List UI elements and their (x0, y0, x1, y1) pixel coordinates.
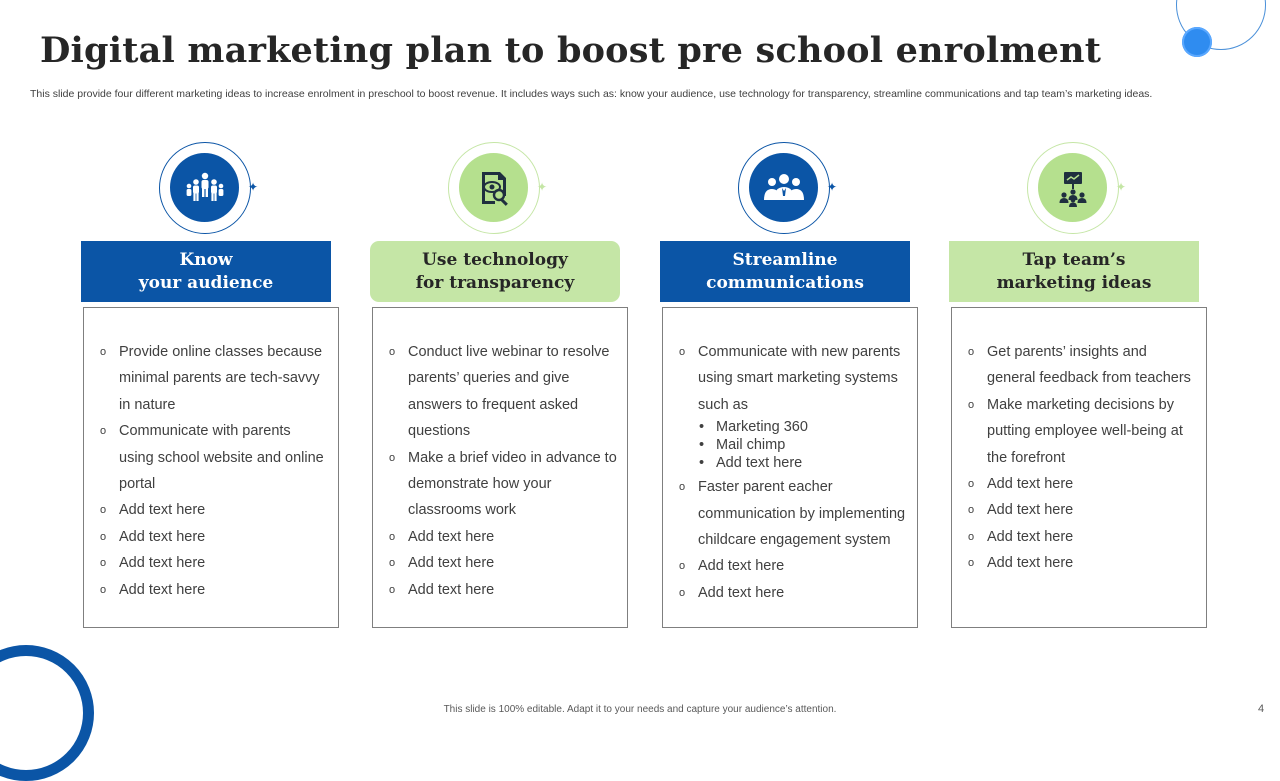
list-item: o Faster parent eacher communication by implementing childcare engagement system (679, 479, 906, 549)
slide-footer: This slide is 100% editable. Adapt it to your needs and capture your audience’s attention. (443, 704, 837, 715)
sparkle-icon: ✦ (247, 180, 258, 194)
list-item: o Add text here (679, 558, 785, 575)
column-tap-teams-ideas (949, 142, 1207, 632)
sparkle-icon: ✦ (1115, 180, 1126, 194)
column-know-your-audience (81, 142, 339, 632)
icon-badge (159, 142, 258, 234)
column-heading: Streamline communications (660, 241, 910, 302)
list-item: o Make marketing decisions by putting employee well-being at the forefront (968, 396, 1183, 466)
page-number: 4 (1258, 703, 1265, 715)
bullet-list (98, 339, 328, 603)
slide-subtitle: This slide provide four different marketing ideas to increase enrolment in preschool to boost revenue. It includes ways such as: know your audience, use technology for transparency, streamline communications and tap team’s marketing ideas. (30, 88, 1153, 100)
list-item: o Provide online classes because minimal parents are tech-savvy in nature (100, 344, 323, 413)
content-box (951, 307, 1207, 628)
list-item: o Add text here (389, 581, 495, 598)
column-use-technology (370, 142, 628, 632)
list-item: o Add text here (679, 584, 785, 601)
bullet-list (966, 339, 1196, 577)
decorative-dot-top (1182, 27, 1212, 57)
sub-list-item: • Mail chimp (699, 437, 786, 454)
column-heading: Tap team’s marketing ideas (949, 241, 1199, 302)
list-item: o Add text here (100, 528, 206, 545)
document-eye-magnifier-icon (474, 168, 514, 208)
sparkle-icon: ✦ (536, 180, 547, 194)
list-item: o Add text here (968, 476, 1074, 493)
icon-badge (738, 142, 837, 234)
list-item: o Communicate with new parents using smart marketing systems such as • Marketing 360 • Mail chimp • Add text here (677, 339, 907, 472)
list-item: o Add text here (968, 502, 1074, 519)
list-item: o Make a brief video in advance to demonstrate how your classrooms work (389, 449, 617, 519)
list-item: o Communicate with parents using school website and online portal (100, 423, 324, 493)
list-item: o Add text here (100, 581, 206, 598)
list-item: o Add text here (100, 502, 206, 519)
sub-list-item: • Add text here (699, 455, 803, 472)
icon-badge (448, 142, 547, 234)
list-item: o Add text here (389, 555, 495, 572)
team-communication-icon (763, 168, 805, 208)
list-item: o Add text here (968, 528, 1074, 545)
bullet-list (677, 339, 907, 606)
content-box (372, 307, 628, 628)
icon-badge (1027, 142, 1126, 234)
slide-title: Digital marketing plan to boost pre school enrolment (40, 30, 1102, 71)
bullet-list (387, 339, 617, 603)
list-item: o Get parents’ insights and general feedback from teachers (968, 344, 1191, 387)
column-streamline-communications (660, 142, 918, 632)
list-item: o Add text here (100, 555, 206, 572)
column-heading: Know your audience (81, 241, 331, 302)
presentation-team-icon (1053, 168, 1093, 208)
list-item: o Add text here (389, 528, 495, 545)
column-heading: Use technology for transparency (370, 241, 620, 302)
sub-bullet-list (698, 418, 907, 472)
list-item: o Conduct live webinar to resolve parents’ queries and give answers to frequent asked questions (389, 344, 610, 440)
sub-list-item: • Marketing 360 (699, 419, 808, 436)
list-item: o Add text here (968, 555, 1074, 572)
content-box (662, 307, 918, 628)
content-box (83, 307, 339, 628)
audience-group-icon (185, 168, 225, 208)
sparkle-icon: ✦ (826, 180, 837, 194)
